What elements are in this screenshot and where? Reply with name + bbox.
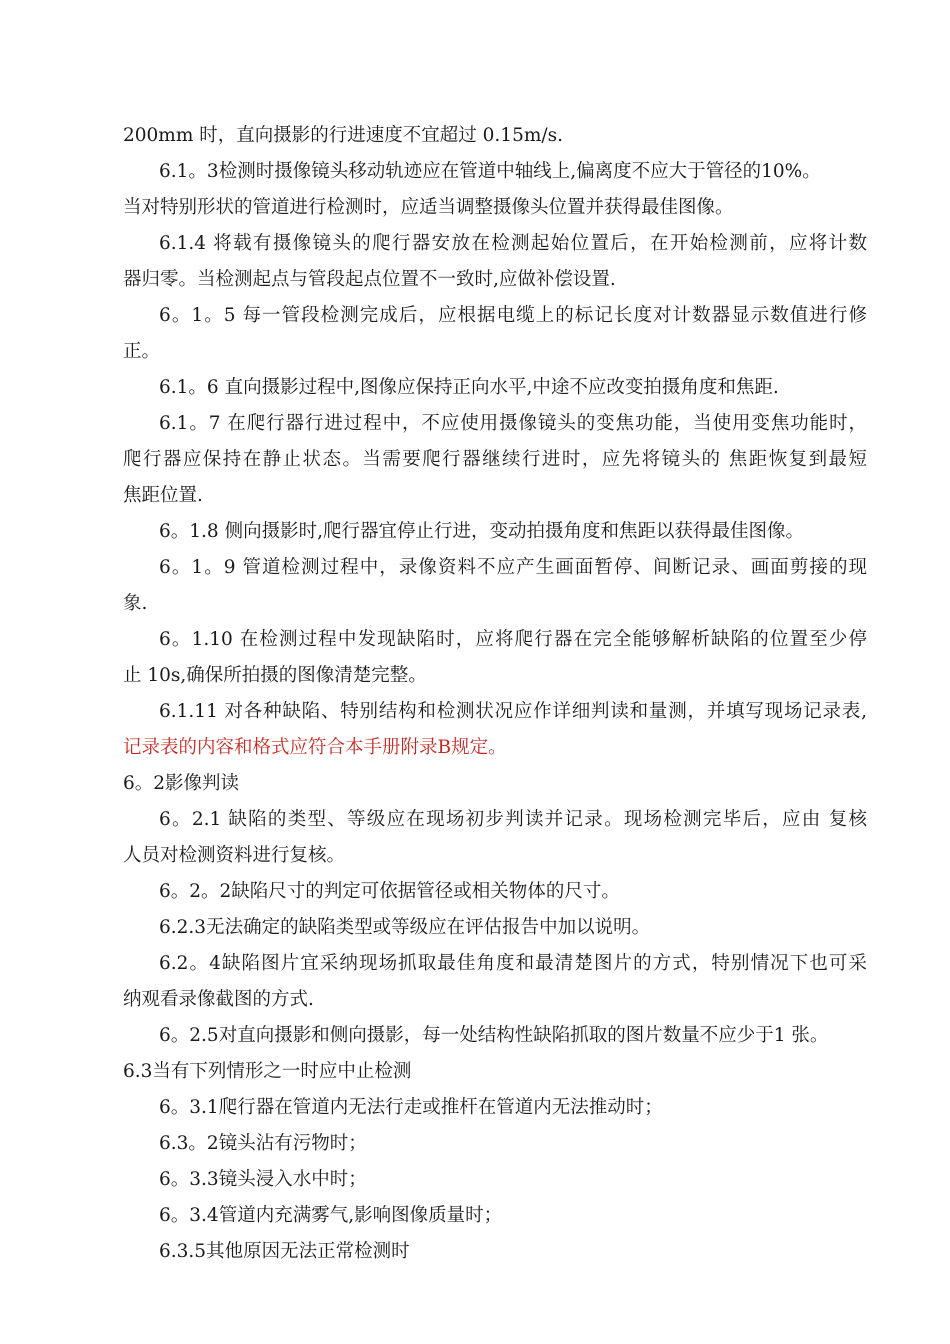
clause-6-1-11: 6.1.11 对各种缺陷、特别结构和检测状况应作详细判读和量测，并填写现场记录表, (159, 701, 867, 722)
clause-6-1-4: 6.1.4 将载有摄像镜头的爬行器安放在检测起始位置后，在开始检测前，应将计数 (159, 233, 867, 254)
clause-6-1-7: 6.1。7 在爬行器行进过程中，不应使用摄像镜头的变焦功能，当使用变焦功能时， (159, 413, 867, 434)
clause-6-2-4: 6.2。4缺陷图片宜采纳现场抓取最佳角度和最清楚图片的方式，特别情况下也可采 (159, 953, 867, 974)
clause-6-1-7-continuation-2: 焦距位置. (123, 485, 203, 506)
clause-6-2-1: 6。2.1 缺陷的类型、等级应在现场初步判读并记录。现场检测完毕后，应由 复核 (159, 809, 867, 830)
clause-6-1-5-continuation: 正。 (123, 341, 161, 362)
clause-6-2-2: 6。2。2缺陷尺寸的判定可依据管径或相关物体的尺寸。 (159, 881, 620, 902)
clause-6-1-8: 6。1.8 侧向摄影时,爬行器宜停止行进，变动拍摄角度和焦距以获得最佳图像。 (159, 521, 804, 542)
clause-6-3-5: 6.3.5其他原因无法正常检测时 (159, 1241, 410, 1262)
clause-6-2-3: 6.2.3无法确定的缺陷类型或等级应在评估报告中加以说明。 (159, 917, 651, 938)
clause-6-1-7-continuation-1: 爬行器应保持在静止状态。当需要爬行器继续行进时，应先将镜头的 焦距恢复到最短 (123, 449, 867, 470)
clause-6-2-1-continuation: 人员对检测资料进行复核。 (123, 845, 346, 866)
section-heading-6-2: 6。2影像判读 (123, 773, 240, 794)
clause-6-1-3: 6.1。3检测时摄像镜头移动轨迹应在管道中轴线上,偏离度不应大于管径的10%。 (159, 161, 821, 182)
clause-6-1-9: 6。1。9 管道检测过程中，录像资料不应产生画面暂停、间断记录、画面剪接的现 (159, 557, 867, 578)
clause-6-1-4-continuation: 器归零。当检测起点与管段起点位置不一致时,应做补偿设置. (123, 269, 616, 290)
clause-6-3-2: 6.3。2镜头沾有污物时； (159, 1133, 367, 1154)
clause-6-2-4-continuation: 纳观看录像截图的方式. (123, 989, 314, 1010)
clause-6-1-3-continuation: 当对特别形状的管道进行检测时，应适当调整摄像头位置并获得最佳图像。 (123, 197, 734, 218)
text-line-continuation: 200mm 时，直向摄影的行进速度不宜超过 0.15m/s. (123, 125, 563, 146)
section-heading-6-3: 6.3当有下列情形之一时应中止检测 (123, 1061, 412, 1082)
clause-6-1-10-continuation: 止 10s,确保所拍摄的图像清楚完整。 (123, 665, 427, 686)
clause-6-1-5: 6。1。5 每一管段检测完成后，应根据电缆上的标记长度对计数器显示数值进行修 (159, 305, 867, 326)
clause-6-2-5: 6。2.5对直向摄影和侧向摄影，每一处结构性缺陷抓取的图片数量不应少于1 张。 (159, 1025, 829, 1046)
clause-6-3-1: 6。3.1爬行器在管道内无法行走或推杆在管道内无法推动时； (159, 1097, 663, 1118)
clause-6-1-11-continuation-highlight: 记录表的内容和格式应符合本手册附录B规定。 (123, 737, 507, 758)
clause-6-3-3: 6。3.3镜头浸入水中时； (159, 1169, 367, 1190)
clause-6-1-6: 6.1。6 直向摄影过程中,图像应保持正向水平,中途不应改变拍摄角度和焦距. (159, 377, 779, 398)
clause-6-3-4: 6。3.4管道内充满雾气,影响图像质量时； (159, 1205, 503, 1226)
clause-6-1-10: 6。1.10 在检测过程中发现缺陷时，应将爬行器在完全能够解析缺陷的位置至少停 (159, 629, 867, 650)
clause-6-1-9-continuation: 象. (123, 593, 148, 614)
